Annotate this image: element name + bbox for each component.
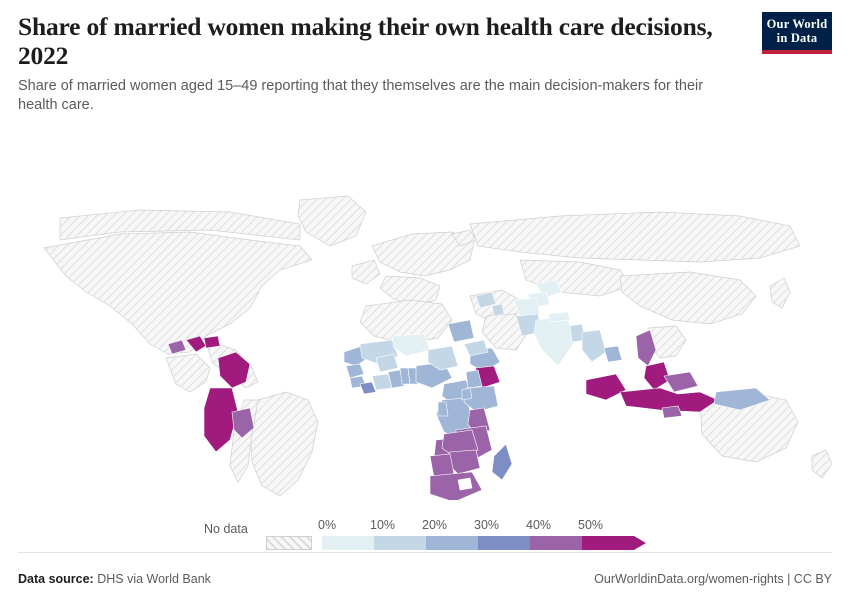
- country-jordan: [492, 304, 504, 316]
- legend-tick-1: 10%: [370, 518, 396, 532]
- owid-logo[interactable]: [762, 12, 832, 54]
- legend-open-end-arrow: [634, 536, 646, 550]
- attribution-link[interactable]: OurWorldinData.org/women-rights | CC BY: [594, 572, 832, 586]
- legend-no-data-label: No data: [204, 522, 248, 536]
- legend-bin-0[interactable]: [322, 536, 374, 550]
- country-madagascar: [492, 444, 512, 480]
- legend-tick-5: 50%: [578, 518, 604, 532]
- legend-tick-0: 0%: [318, 518, 337, 532]
- chart-footer: [18, 552, 832, 586]
- legend-bin-2[interactable]: [426, 536, 478, 550]
- page-title: Share of married women making their own health care decisions, 2022: [18, 12, 713, 71]
- logo-line-1: Our World: [766, 16, 828, 31]
- legend-tick-2: 20%: [422, 518, 448, 532]
- data-source-label: Data source:: [18, 572, 94, 586]
- data-source-value: DHS via World Bank: [97, 572, 211, 586]
- chart-subtitle: Share of married women aged 15–49 reporting that they themselves are the main decision-makers for their health care.: [18, 77, 704, 114]
- country-indonesia-sumatra: [586, 374, 626, 400]
- legend-tick-4: 40%: [526, 518, 552, 532]
- legend-bin-3[interactable]: [478, 536, 530, 550]
- country-egypt: [448, 320, 474, 342]
- country-india: [534, 316, 576, 366]
- world-choropleth-map[interactable]: [0, 100, 850, 500]
- legend-color-ramp[interactable]: [322, 536, 646, 550]
- country-indonesia-sulawesi: [664, 372, 698, 392]
- legend-bin-1[interactable]: [374, 536, 426, 550]
- country-niger: [392, 334, 430, 356]
- country-south-africa: [430, 472, 482, 500]
- legend-bin-5[interactable]: [582, 536, 634, 550]
- legend-no-data-swatch[interactable]: [266, 536, 312, 550]
- map-svg: [0, 100, 850, 500]
- country-nepal: [548, 312, 570, 322]
- map-legend: [0, 508, 850, 556]
- legend-tick-3: 30%: [474, 518, 500, 532]
- country-gabon: [438, 402, 448, 416]
- legend-bin-4[interactable]: [530, 536, 582, 550]
- data-source: [18, 572, 211, 586]
- country-dominican-republic: [204, 336, 220, 348]
- country-timor-leste: [662, 406, 682, 418]
- country-cambodia: [604, 346, 622, 362]
- country-lesotho: [458, 478, 472, 490]
- country-colombia: [218, 352, 250, 388]
- logo-line-2: in Data: [776, 31, 818, 45]
- country-liberia: [360, 382, 376, 394]
- country-myanmar: [582, 330, 606, 362]
- country-rwanda: [462, 388, 472, 400]
